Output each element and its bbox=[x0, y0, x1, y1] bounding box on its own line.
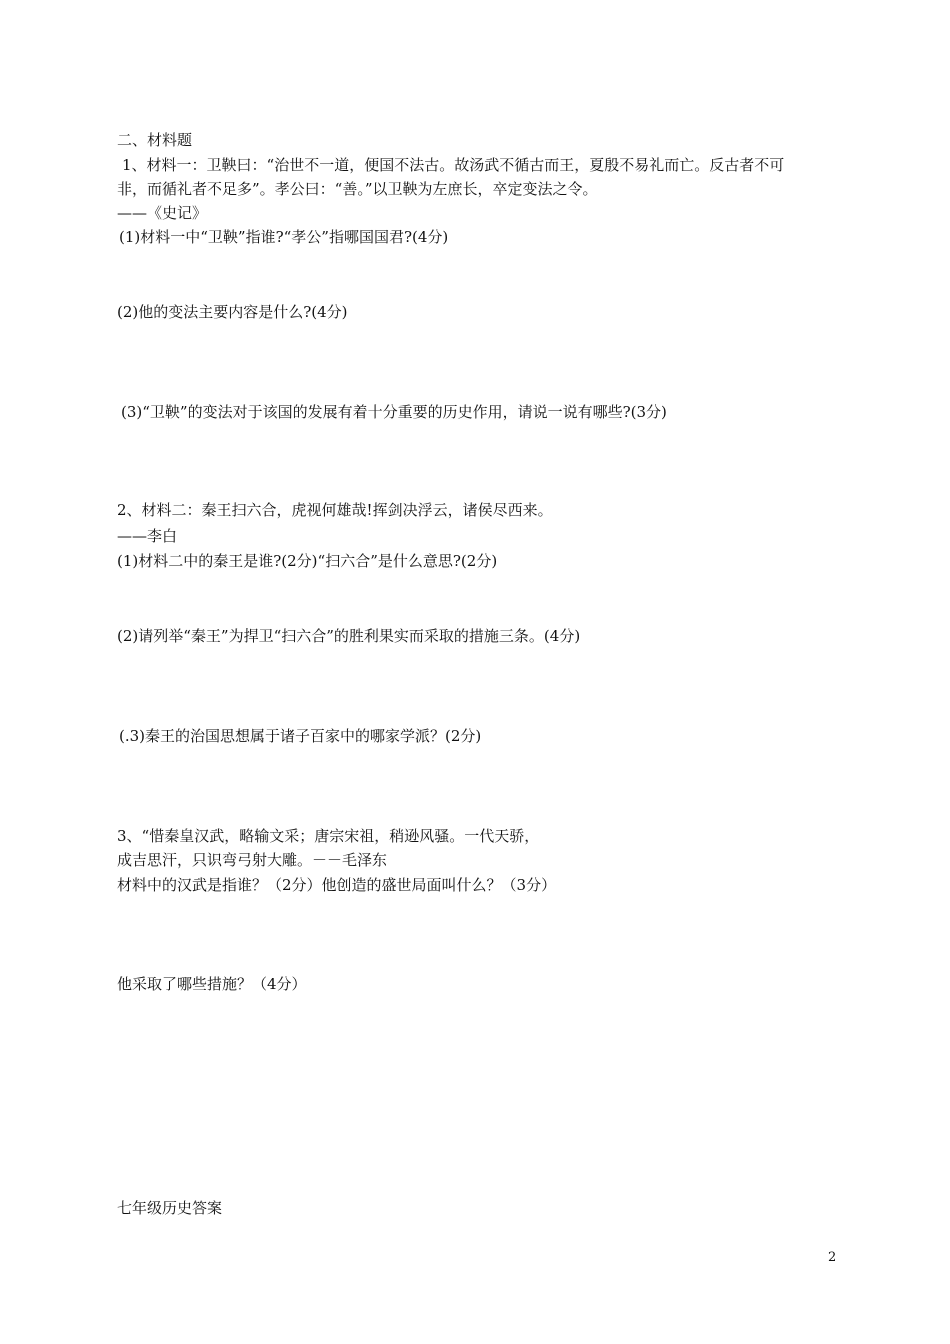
q1-source: ——《史记》 bbox=[117, 204, 208, 222]
q3-line2: 成吉思汗，只识弯弓射大雕。－－毛泽东 bbox=[117, 851, 388, 869]
q2-material: 2、材料二：秦王扫六合，虎视何雄哉!挥剑决浮云，诸侯尽西来。 bbox=[117, 501, 553, 519]
q1-material-line2: 非，而循礼者不足多”。孝公曰：“善。”以卫鞅为左庶长，卒定变法之令。 bbox=[117, 180, 598, 198]
q1-sub2: (2)他的变法主要内容是什么?(4分) bbox=[117, 303, 348, 321]
q3-line1: 3、“惜秦皇汉武，略输文采；唐宗宋祖，稍逊风骚。一代天骄， bbox=[117, 827, 540, 845]
q2-sub1: (1)材料二中的秦王是谁?(2分)“扫六合”是什么意思?(2分) bbox=[117, 552, 498, 570]
q2-sub3: (.3)秦王的治国思想属于诸子百家中的哪家学派？(2分) bbox=[119, 727, 482, 745]
q3-line4: 他采取了哪些措施？（4分） bbox=[117, 975, 307, 993]
answers-title: 七年级历史答案 bbox=[117, 1199, 223, 1217]
q2-sub2: (2)请列举“秦王”为捍卫“扫六合”的胜利果实而采取的措施三条。(4分) bbox=[117, 627, 581, 645]
page-number: 2 bbox=[828, 1250, 837, 1265]
q1-material-line1: 1、材料一：卫鞅曰：“治世不一道，便国不法古。故汤武不循古而王，夏殷不易礼而亡。反古者不可 bbox=[122, 156, 785, 174]
section-title: 二、材料题 bbox=[117, 131, 193, 149]
q1-sub3: (3)“卫鞅”的变法对于该国的发展有着十分重要的历史作用，请说一说有哪些?(3分) bbox=[121, 403, 667, 421]
q1-sub1: (1)材料一中“卫鞅”指谁?“孝公”指哪国国君?(4分) bbox=[119, 228, 449, 246]
q3-line3: 材料中的汉武是指谁？（2分）他创造的盛世局面叫什么？（3分） bbox=[117, 876, 557, 894]
q2-source: ——李白 bbox=[117, 527, 178, 545]
